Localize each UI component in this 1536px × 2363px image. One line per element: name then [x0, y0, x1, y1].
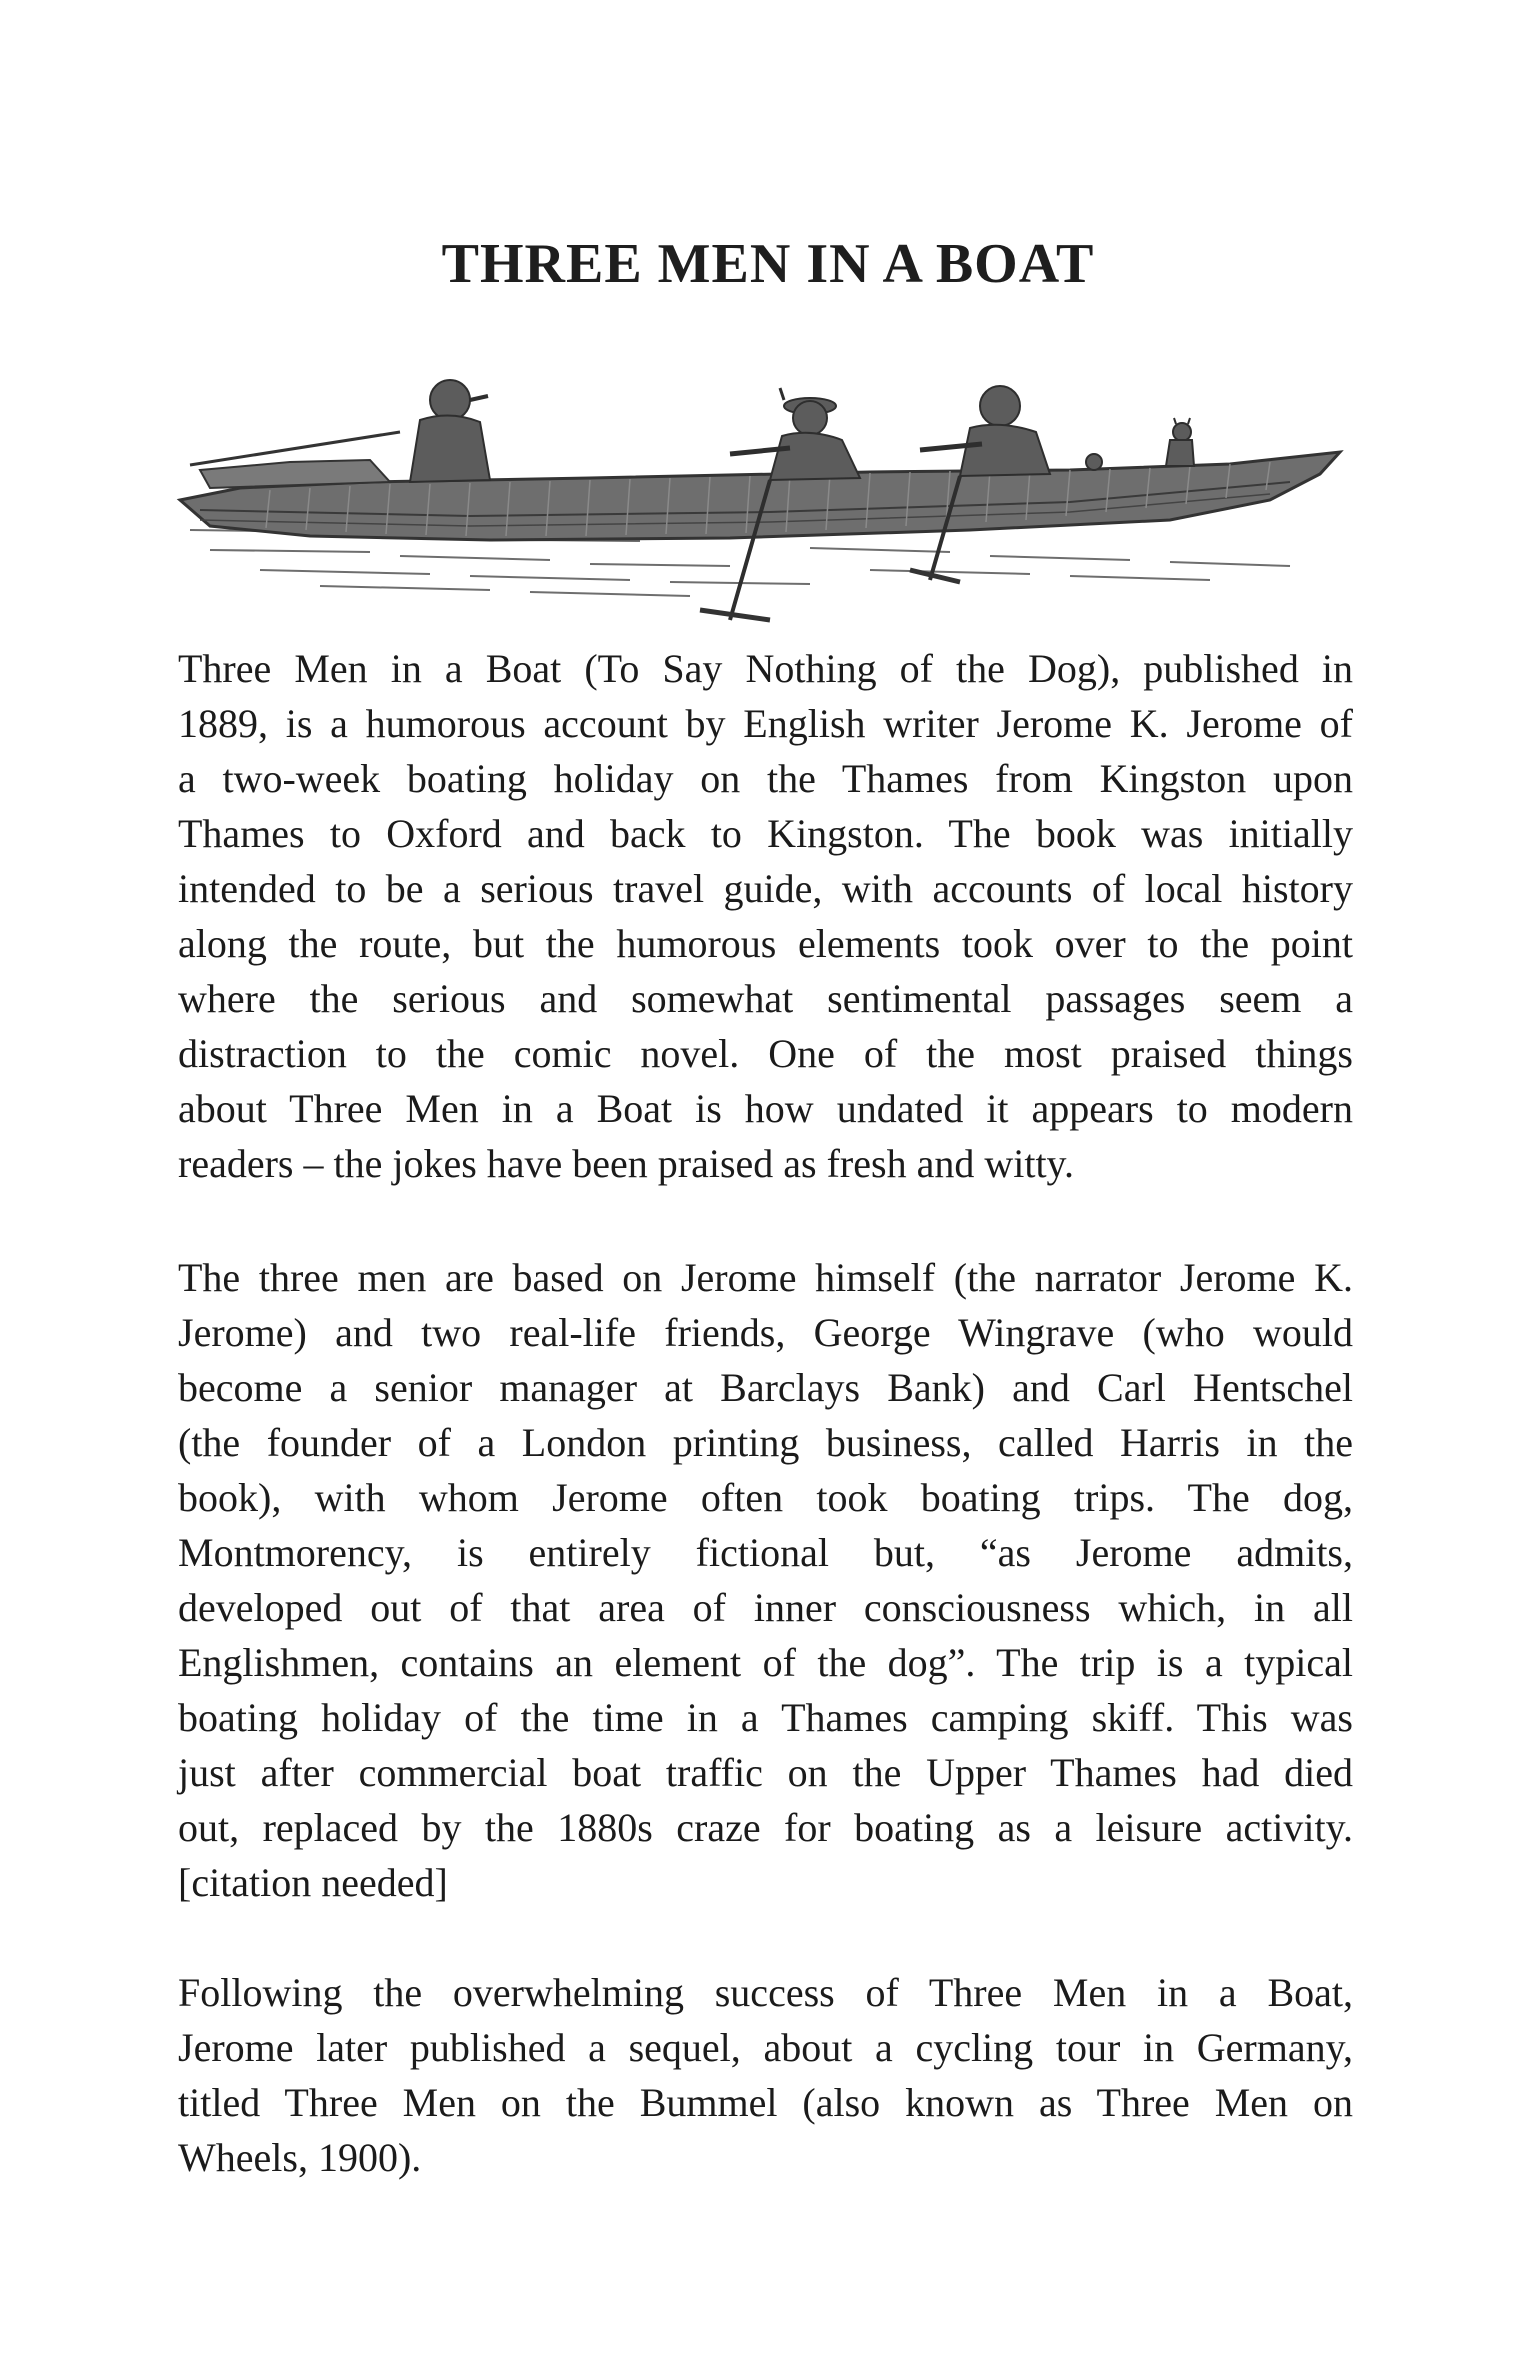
text-line: Following the overwhelming success of Three Men in a Boat,: [178, 1970, 1353, 2015]
paragraph-introduction: [178, 641, 1353, 1191]
text-line: about Three Men in a Boat is how undated it appears to modern: [178, 1086, 1353, 1131]
text-line: Jerome) and two real-life friends, George Wingrave (who would: [178, 1310, 1353, 1355]
rowing-boat-illustration: [170, 370, 1360, 630]
text-line: distraction to the comic novel. One of the most praised things: [178, 1031, 1353, 1076]
text-line: boating holiday of the time in a Thames camping skiff. This was: [178, 1695, 1353, 1740]
text-line: along the route, but the humorous elements took over to the point: [178, 921, 1353, 966]
text-line: out, replaced by the 1880s craze for boating as a leisure activity.: [178, 1805, 1353, 1850]
text-line: developed out of that area of inner consciousness which, in all: [178, 1585, 1353, 1630]
text-line: Englishmen, contains an element of the dog”. The trip is a typical: [178, 1640, 1353, 1685]
text-line: Wheels, 1900).: [178, 2135, 422, 2180]
text-line: where the serious and somewhat sentimental passages seem a: [178, 976, 1353, 1021]
text-line: Jerome later published a sequel, about a cycling tour in Germany,: [178, 2025, 1353, 2070]
text-line: 1889, is a humorous account by English writer Jerome K. Jerome of: [178, 701, 1353, 746]
text-line: a two-week boating holiday on the Thames from Kingston upon: [178, 756, 1353, 801]
paragraph-sequel: [178, 1965, 1353, 2185]
text-line: just after commercial boat traffic on the Upper Thames had died: [178, 1750, 1353, 1795]
text-line: book), with whom Jerome often took boating trips. The dog,: [178, 1475, 1353, 1520]
text-line: intended to be a serious travel guide, with accounts of local history: [178, 866, 1353, 911]
text-line: readers – the jokes have been praised as fresh and witty.: [178, 1141, 1074, 1186]
paragraph-characters: [178, 1250, 1353, 1910]
text-line: titled Three Men on the Bummel (also known as Three Men on: [178, 2080, 1353, 2125]
text-line: (the founder of a London printing business, called Harris in the: [178, 1420, 1353, 1465]
text-line: Three Men in a Boat (To Say Nothing of the Dog), published in: [178, 646, 1353, 691]
page-title: THREE MEN IN A BOAT: [441, 233, 1095, 295]
text-line: Thames to Oxford and back to Kingston. The book was initially: [178, 811, 1353, 856]
text-line: Montmorency, is entirely fictional but, “as Jerome admits,: [178, 1530, 1353, 1575]
text-line: become a senior manager at Barclays Bank) and Carl Hentschel: [178, 1365, 1353, 1410]
text-line: The three men are based on Jerome himself (the narrator Jerome K.: [178, 1255, 1353, 1300]
text-line: [citation needed]: [178, 1860, 448, 1905]
